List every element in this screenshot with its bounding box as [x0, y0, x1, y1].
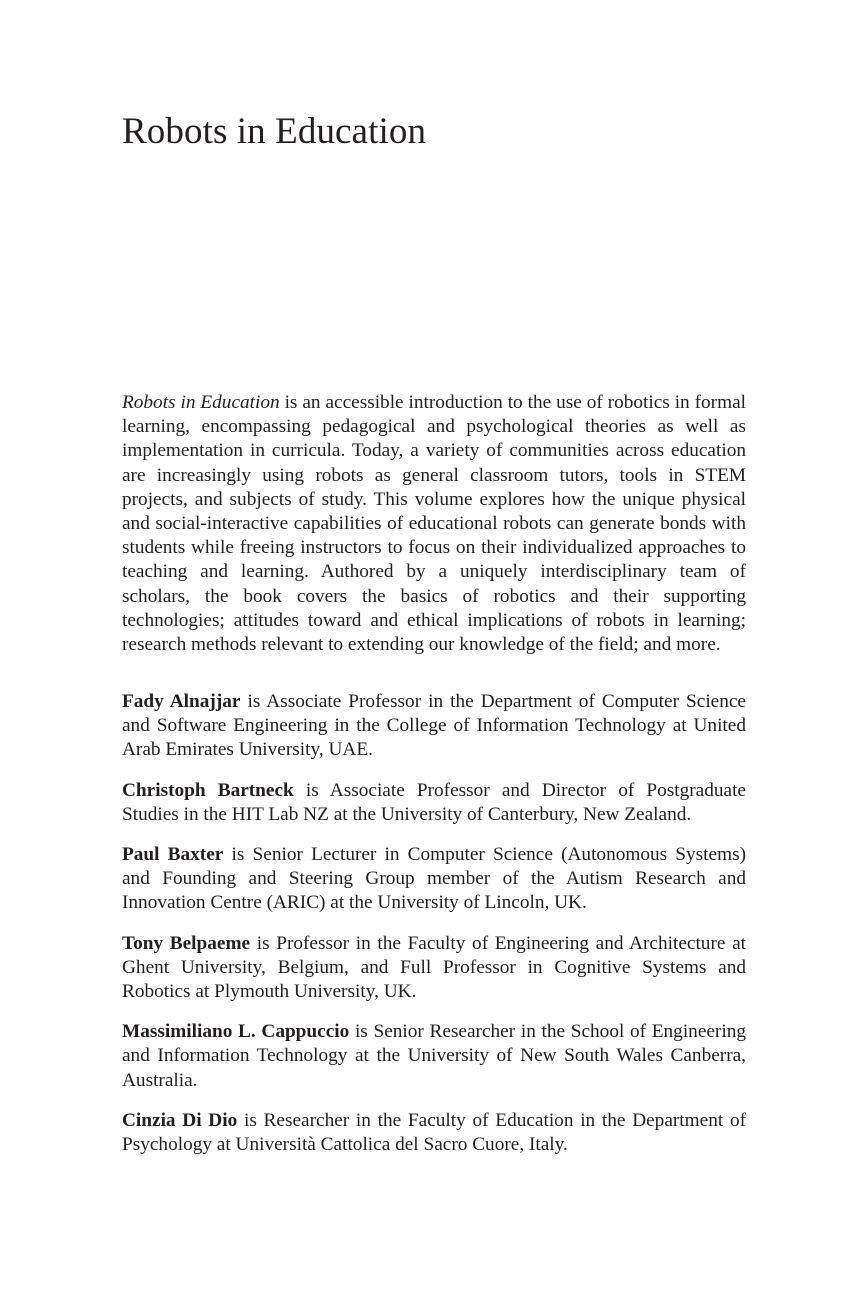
author-name: Christoph Bartneck: [122, 779, 294, 801]
author-bio: [122, 779, 746, 827]
description-text: is an accessible introduction to the use of robotics in formal learning, encompassing pedagogical and psychological theories as well as implementation in curricula. Today, a variety of communities across education are increasingly using robots as general classroom tutors, tools in STEM projects, and subjects of study. This volume explores how the unique physical and social-interactive capabilities of educational robots can generate bonds with students while freeing instructors to focus on their individualized approaches to teaching and learning. Authored by a uniquely interdisciplinary team of scholars, the book covers the basics of robotics and their supporting technologies; attitudes toward and ethical implications of robots in learning; research methods relevant to extending our knowledge of the field; and more.: [122, 392, 747, 656]
author-bio-text: is Senior Researcher in the School of Engineering and Information Technology at the University of New South Wales Canberra, Australia.: [122, 1021, 746, 1091]
author-name: Tony Belpaeme: [122, 932, 251, 954]
page-title: Robots in Education: [122, 111, 427, 152]
description-book-title: Robots in Education: [122, 392, 280, 413]
author-bio: [122, 690, 746, 763]
author-name: Fady Alnajjar: [122, 691, 241, 712]
author-name: Paul Baxter: [122, 844, 224, 866]
author-bio-text: is Associate Professor and Director of Postgraduate Studies in the HIT Lab NZ at the University of Canterbury, New Zealand.: [122, 779, 746, 825]
book-description: [122, 391, 746, 657]
author-bios: [122, 690, 746, 1173]
author-bio-text: is Senior Lecturer in Computer Science (Autonomous Systems) and Founding and Steering Group member of the Autism Research and Innovation Centre (ARIC) at the University of Lincoln, UK.: [122, 844, 747, 914]
author-bio-text: is Associate Professor in the Department of Computer Science and Software Engineering in the College of Information Technology at United Arab Emirates University, UAE.: [122, 691, 746, 761]
author-bio: [122, 1020, 746, 1093]
author-name: Cinzia Di Dio: [122, 1109, 238, 1131]
author-bio-text: is Researcher in the Faculty of Education in the Department of Psychology at Università Cattolica del Sacro Cuore, Italy.: [122, 1109, 747, 1156]
author-bio: [122, 843, 746, 916]
author-bio: [122, 1109, 746, 1157]
author-bio-text: is Professor in the Faculty of Engineering and Architecture at Ghent University, Belgium, and Full Professor in Cognitive Systems and Robotics at Plymouth University, UK.: [122, 932, 746, 1003]
author-name: Massimiliano L. Cappuccio: [122, 1021, 350, 1043]
author-bio: [122, 932, 746, 1005]
